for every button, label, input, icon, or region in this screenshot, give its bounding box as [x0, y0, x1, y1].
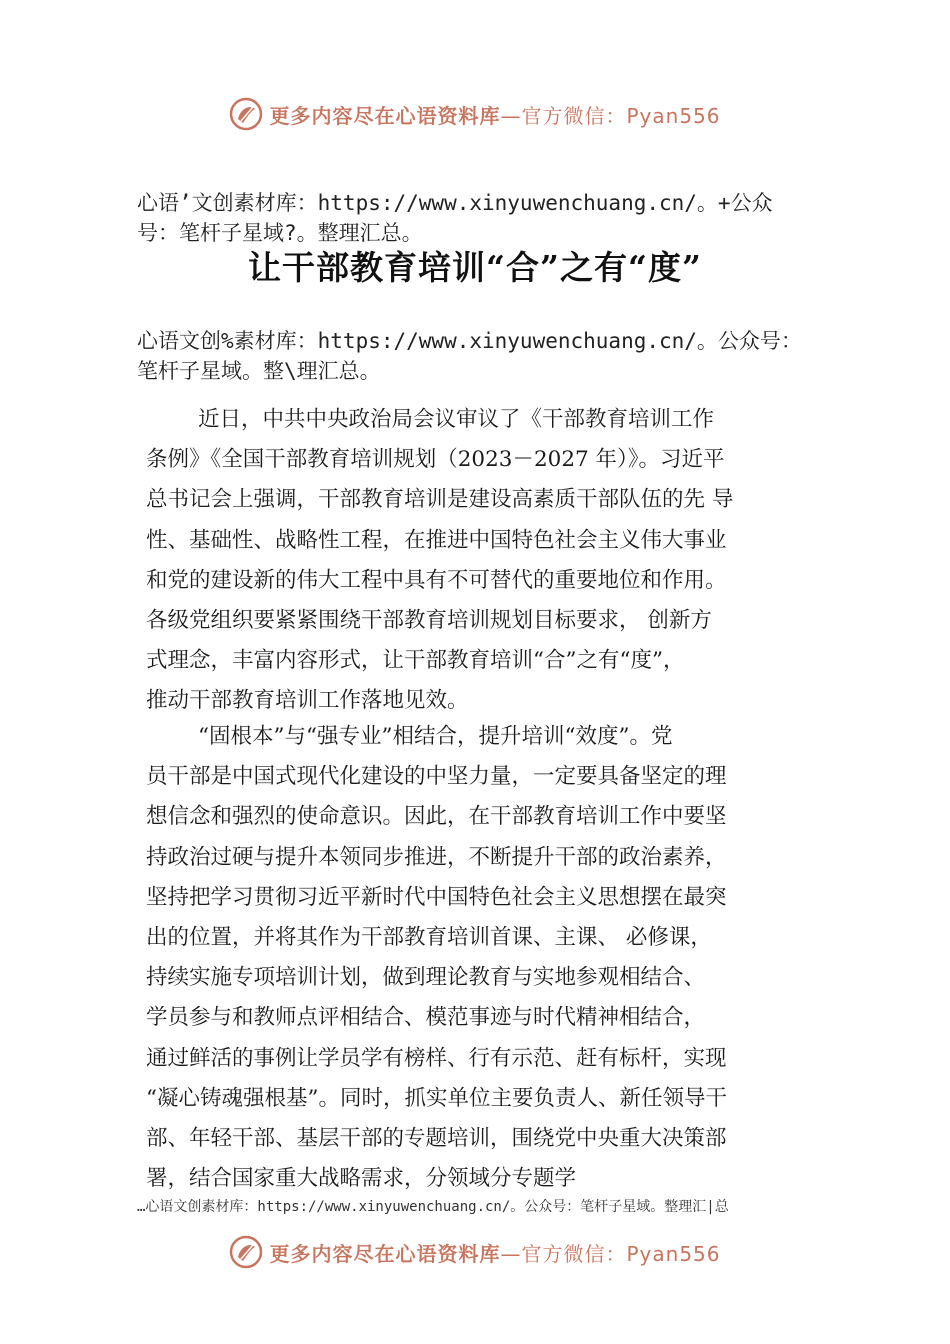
paragraph-line: 部、年轻干部、基层干部的专题培训，围绕党中央重大决策部	[146, 1126, 727, 1152]
paragraph-line: 通过鲜活的事例让学员学有榜样、行有示范、赶有标杆，实现	[146, 1045, 727, 1071]
watermark-top	[137, 188, 857, 248]
paragraph-2	[146, 717, 836, 1199]
paragraph-line: 和党的建设新的伟大工程中具有不可替代的重要地位和作用。	[146, 567, 727, 593]
paragraph-line: 署，结合国家重大战略需求，分领域分专题学	[146, 1166, 577, 1192]
brand-logo-icon	[229, 97, 263, 131]
paragraph-line: 条例》《全国干部教育培训规划（2023－2027 年）》。习近平	[146, 447, 725, 473]
banner-official-label: 官方微信：	[521, 1241, 627, 1266]
paragraph-line: 各级党组织要紧紧围绕干部教育培训规划目标要求， 创新方	[146, 608, 712, 634]
watermark-line: 号：笔杆子星域?。整理汇总。	[137, 221, 423, 245]
watermark-footer: …心语文创素材库：https://www.xinyuwenchuang.cn/。公众号：笔杆子星域。整理汇|总	[137, 1199, 729, 1215]
banner-dash: —	[500, 103, 522, 128]
paragraph-line: 推动干部教育培训工作落地见效。	[146, 688, 469, 714]
header-banner	[0, 94, 950, 134]
paragraph-line: “凝心铸魂强根基”。同时，抓实单位主要负责人、新任领导干	[146, 1085, 727, 1111]
banner-wechat-id: Pyan556	[626, 1241, 721, 1266]
paragraph-line: 近日，中共中央政治局会议审议了《干部教育培训工作	[198, 407, 715, 432]
paragraph-line: 出的位置，并将其作为干部教育培训首课、主课、 必修课，	[146, 925, 712, 951]
banner-title: 更多内容尽在心语资料库	[269, 1241, 501, 1266]
watermark-line: 笔杆子星域。整\理汇总。	[137, 359, 381, 383]
paragraph-line: 学员参与和教师点评相结合、模范事迹与时代精神相结合，	[146, 1005, 706, 1031]
paragraph-line: 性、基础性、战略性工程，在推进中国特色社会主义伟大事业	[146, 527, 727, 553]
watermark-mid	[137, 326, 857, 386]
banner-text	[269, 1238, 720, 1267]
banner-title: 更多内容尽在心语资料库	[269, 103, 501, 128]
watermark-line: 心语文创%素材库：https://www.xinyuwenchuang.cn/。公众号：	[137, 329, 802, 353]
banner-official-label: 官方微信：	[521, 103, 627, 128]
paragraph-line: “固根本”与“强专业”相结合，提升培训“效度”。党	[198, 724, 673, 749]
paragraph-line: 式理念，丰富内容形式，让干部教育培训“合”之有“度”，	[146, 648, 685, 674]
paragraph-line: 员干部是中国式现代化建设的中坚力量，一定要具备坚定的理	[146, 764, 727, 790]
banner-wechat-id: Pyan556	[626, 103, 721, 128]
banner-dash: —	[500, 1241, 522, 1266]
document-title: 让干部教育培训“合”之有“度”	[248, 248, 702, 287]
paragraph-line: 持政治过硬与提升本领同步推进，不断提升干部的政治素养，	[146, 844, 727, 870]
paragraph-line: 总书记会上强调，干部教育培训是建设高素质干部队伍的先 导	[146, 487, 734, 513]
paragraph-line: 坚持把学习贯彻习近平新时代中国特色社会主义思想摆在最突	[146, 884, 727, 910]
brand-logo-icon	[229, 1235, 263, 1269]
paragraph-line: 想信念和强烈的使命意识。因此，在干部教育培训工作中要坚	[146, 804, 727, 830]
banner-text	[269, 100, 720, 129]
paragraph-line: 持续实施专项培训计划，做到理论教育与实地参观相结合、	[146, 965, 706, 991]
paragraph-1	[146, 400, 836, 722]
watermark-line: 心语’文创素材库：https://www.xinyuwenchuang.cn/。+公众	[137, 191, 773, 215]
footer-banner	[0, 1232, 950, 1272]
